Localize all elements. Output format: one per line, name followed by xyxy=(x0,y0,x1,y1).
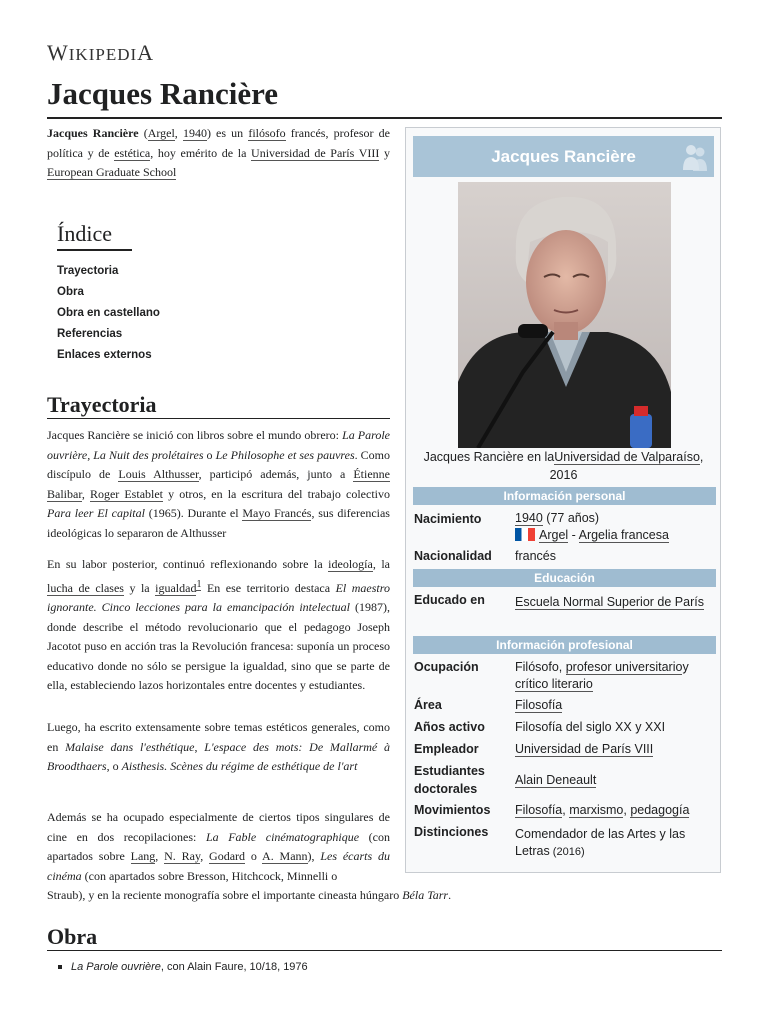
section-heading-obra: Obra xyxy=(47,924,98,949)
link-estetica[interactable]: estética xyxy=(114,145,151,160)
value-doctoral-students xyxy=(515,772,715,789)
link-lucha-de-clases[interactable]: lucha de clases xyxy=(47,580,124,595)
toc-item-enlaces-externos[interactable]: Enlaces externos xyxy=(57,349,152,361)
link-lang[interactable]: Lang xyxy=(130,849,156,863)
label-awards: Distinciones xyxy=(414,825,489,839)
toc-item-trayectoria[interactable]: Trayectoria xyxy=(57,265,119,277)
link-pedagogia[interactable]: pedagogía xyxy=(630,803,690,817)
link-marxismo[interactable]: marxismo xyxy=(569,803,624,817)
label-area: Área xyxy=(414,698,442,712)
link-igualdad[interactable]: igualdad xyxy=(155,580,197,595)
portrait-image xyxy=(458,182,671,448)
link-mayo-frances[interactable]: Mayo Francés xyxy=(242,506,312,520)
value-birth: 1940 (77 años) Argel - Argelia francesa xyxy=(515,511,669,542)
link-roger-establet[interactable]: Roger Establet xyxy=(89,486,164,501)
photo-caption: Jacques Rancière en laUniversidad de Valparaíso, 2016 xyxy=(423,450,704,482)
link-etienne-balibar[interactable]: Étienne Balibar xyxy=(47,467,390,501)
france-flag-icon xyxy=(515,528,535,541)
link-universidad-valparaiso[interactable]: Universidad de Valparaíso xyxy=(554,450,700,464)
section-heading-trayectoria: Trayectoria xyxy=(47,392,157,417)
portrait-photo[interactable] xyxy=(458,182,671,448)
label-doctoral-students: Estudiantes doctorales xyxy=(414,764,485,796)
title-divider xyxy=(47,117,722,119)
value-movements: Filosofía, marxismo, pedagogía xyxy=(515,803,690,817)
section-header-education: Educación xyxy=(413,569,716,587)
paragraph-trayectoria-2: En su labor posterior, continuó reflexionando sobre la ideología, la lucha de clases y la igualdad$^1$ En ese territorio destaca El maestro ignorante. Cinco lecciones para la emancipación intelectual (1987), donde describe el método revolucionario que el pedagogo Joseph Jacotot puso en acción tras la Revolución francesa: suponía un proceso educativo donde no sólo se persigue la igualdad, sino que se parte de ella, estableciendo lazos horizontales entre docentes y estudiantes. xyxy=(47,557,391,692)
link-ideologia[interactable]: ideología xyxy=(328,557,373,571)
link-escuela-normal-superior[interactable]: Escuela Normal Superior de París xyxy=(515,595,704,609)
value-employer xyxy=(515,741,715,758)
link-filosofia[interactable]: Filosofía xyxy=(515,803,563,817)
toc-heading: Índice xyxy=(57,221,132,251)
label-occupation: Ocupación xyxy=(414,660,479,674)
label-birth: Nacimiento xyxy=(414,512,482,526)
infobox-title: Jacques Rancière xyxy=(413,136,714,177)
link-filosofia[interactable]: Filosofía xyxy=(515,698,563,712)
wikipedia-wordmark[interactable]: WIKIPEDIA xyxy=(47,40,155,65)
link-profesor-universitario[interactable]: profesor universitario xyxy=(565,660,683,674)
value-years-active: Filosofía del siglo XX y XXI xyxy=(515,720,666,734)
link-1940[interactable]: 1940 xyxy=(515,511,543,525)
link-1940[interactable]: 1940 xyxy=(182,126,207,140)
link-universidad-paris-viii[interactable]: Universidad de París VIII xyxy=(515,742,654,756)
link-critico-literario[interactable]: crítico literario xyxy=(515,677,593,691)
paragraph-trayectoria-1: Jacques Rancière se inició con libros sobre el mundo obrero: La Parole ouvrière, La Nuit des prolétaires o Le Philosophe et ses pauvres. Como discípulo de Louis Althusser, participó además, junto a Étienne Balibar, Roger Establet y otros, en la escritura del trabajo colectivo Para leer El capital (1965). Durante el Mayo Francés, sus diferencias ideológicas lo separaron de Althusser xyxy=(47,428,391,540)
value-education xyxy=(515,594,715,611)
intro-paragraph: Jacques Rancière (Argel, 1940) es un filósofo francés, profesor de política y de estética, hoy emérito de la Universidad de París VIII y European Graduate School xyxy=(47,126,391,179)
link-a-mann[interactable]: A. Mann xyxy=(262,849,308,863)
list-item: La Parole ouvrière, con Alain Faure, 10/18, 1976 xyxy=(58,961,308,973)
link-argel[interactable]: Argel xyxy=(147,126,175,140)
toc-item-obra-en-castellano[interactable]: Obra en castellano xyxy=(57,307,160,319)
label-movements: Movimientos xyxy=(414,803,491,817)
label-employer: Empleador xyxy=(414,742,479,756)
section-divider xyxy=(47,950,722,951)
section-header-personal: Información personal xyxy=(413,487,716,505)
link-godard[interactable]: Godard xyxy=(209,849,246,863)
label-nationality: Nacionalidad xyxy=(414,549,492,563)
section-header-professional: Información profesional xyxy=(413,636,716,654)
value-nationality: francés xyxy=(515,549,556,563)
label-years-active: Años activo xyxy=(414,720,485,734)
value-occupation: Filósofo, profesor universitarioy crítico literario xyxy=(515,660,689,691)
bullet-icon xyxy=(58,965,62,969)
value-awards: Comendador de las Artes y las Letras (2016) xyxy=(515,827,686,858)
link-argel[interactable]: Argel xyxy=(539,528,569,542)
toc-item-referencias[interactable]: Referencias xyxy=(57,328,123,340)
paragraph-trayectoria-4: Además se ha ocupado especialmente de ciertos tipos singulares de cine en dos recopilaciones: La Fable cinématographique (con apartados sobre Lang, N. Ray, Godard o A. Mann), Les écarts du cinéma (con apartados sobre Bresson, Hitchcock, Minnelli o Straub), y en la reciente monografía sobre el importante cineasta húngaro Béla Tarr. xyxy=(47,810,452,902)
section-divider xyxy=(47,418,390,419)
link-european-graduate-school[interactable]: European Graduate School xyxy=(47,165,177,179)
reference-1[interactable]: 1 xyxy=(196,578,202,590)
label-education: Educado en xyxy=(414,593,485,607)
table-of-contents xyxy=(57,221,307,366)
page-title: Jacques Rancière xyxy=(47,76,279,111)
link-universidad-paris-viii[interactable]: Universidad de París VIII xyxy=(251,145,380,160)
value-area xyxy=(515,697,715,714)
link-filosofo[interactable]: filósofo xyxy=(248,126,286,140)
link-alain-deneault[interactable]: Alain Deneault xyxy=(515,773,597,787)
people-icon xyxy=(682,140,708,172)
link-argelia-francesa[interactable]: Argelia francesa xyxy=(578,528,669,542)
toc-item-obra[interactable]: Obra xyxy=(57,286,84,298)
link-n-ray[interactable]: N. Ray xyxy=(164,849,201,863)
infobox xyxy=(405,127,721,873)
link-louis-althusser[interactable]: Louis Althusser xyxy=(118,467,199,481)
paragraph-trayectoria-3: Luego, ha escrito extensamente sobre temas estéticos generales, como en Malaise dans l'esthétique, L'espace des mots: De Mallarmé à Broodthaers, o Aisthesis. Scènes du régime de esthétique de l'art xyxy=(47,720,391,773)
